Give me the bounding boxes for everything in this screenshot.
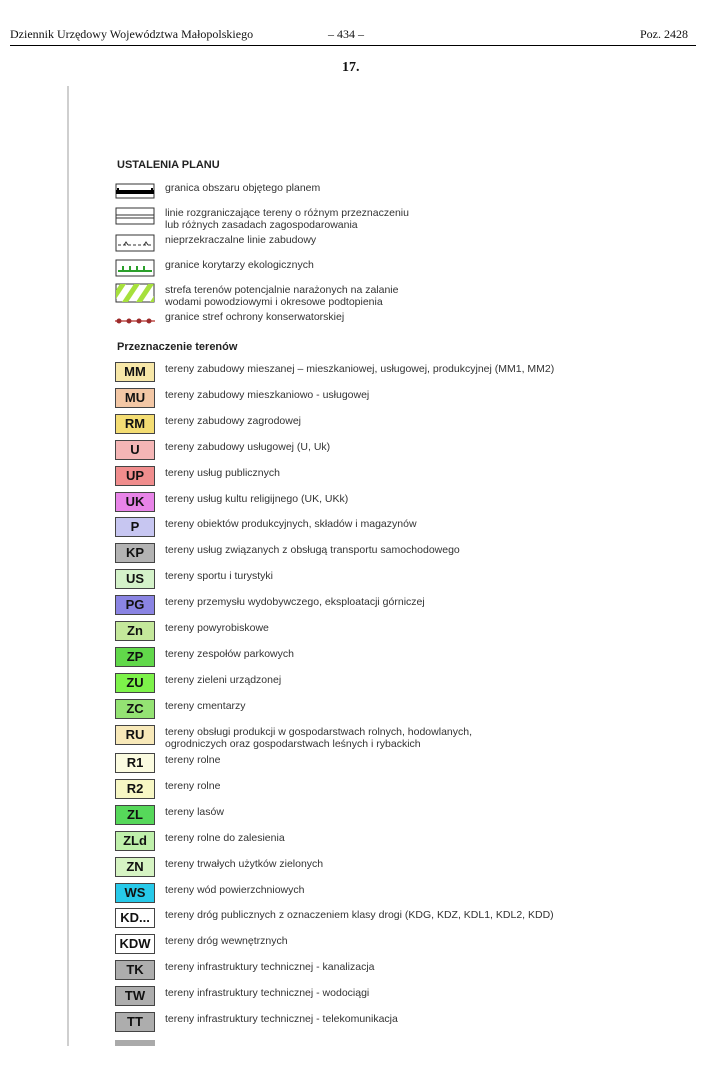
legend-text: tereny zabudowy mieszanej – mieszkaniowej, usługowej, produkcyjnej (MM1, MM2) — [165, 363, 555, 375]
building-line-icon — [115, 233, 155, 253]
code-box: ZLd — [115, 831, 155, 851]
legend-row-ru — [115, 725, 675, 750]
legend-row-conservation-zone — [115, 310, 675, 332]
legend-row-pg — [115, 595, 675, 617]
code-box: RU — [115, 725, 155, 745]
journal-page-number: – 434 – — [328, 27, 364, 41]
legend-row-tt — [115, 1012, 675, 1034]
legend-text: tereny zespołów parkowych — [165, 648, 294, 660]
code-box: UK — [115, 492, 155, 512]
plan-boundary-line-icon — [115, 181, 155, 201]
legend-text: tereny usług publicznych — [165, 467, 280, 479]
journal-title: Dziennik Urzędowy Województwa Małopolskiego — [10, 27, 254, 41]
legend-text: tereny infrastruktury technicznej - wodociągi — [165, 987, 370, 999]
legend-row-zld — [115, 831, 675, 853]
code-box: UP — [115, 466, 155, 486]
legend-text: tereny infrastruktury technicznej - kanalizacja — [165, 961, 375, 973]
legend-text: tereny obsługi produkcji w gospodarstwach rolnych, hodowlanych, ogrodniczych oraz gospodarstwach leśnych i rybackich — [165, 726, 473, 750]
code-box: Zn — [115, 621, 155, 641]
legend-text: tereny usług kultu religijnego (UK, UKk) — [165, 493, 349, 505]
cut-off-code-box — [115, 1040, 155, 1046]
code-box: PG — [115, 595, 155, 615]
legend-row-uk — [115, 492, 675, 514]
legend-text: tereny zabudowy usługowej (U, Uk) — [165, 441, 331, 453]
legend-text: strefa terenów potencjalnie narażonych na zalanie wodami powodziowymi i okresowe podtopienia — [165, 284, 399, 308]
code-box: R2 — [115, 779, 155, 799]
legend-row-zp — [115, 647, 675, 669]
legend-row-kdw — [115, 934, 675, 956]
legend-text: nieprzekraczalne linie zabudowy — [165, 234, 317, 246]
flood-zone-hatch-icon — [115, 283, 155, 303]
legend-text: tereny usług związanych z obsługą transportu samochodowego — [165, 544, 460, 556]
ecological-corridor-line-icon — [115, 258, 155, 278]
legend-text: tereny trwałych użytków zielonych — [165, 858, 324, 870]
division-lines-icon — [115, 206, 155, 226]
legend-row-ws — [115, 883, 675, 905]
legend-text: tereny rolne — [165, 754, 221, 766]
legend-row-flood-zone — [115, 283, 675, 308]
legend-text: tereny sportu i turystyki — [165, 570, 273, 582]
code-box: R1 — [115, 753, 155, 773]
code-box: ZP — [115, 647, 155, 667]
legend-row-r2 — [115, 779, 675, 801]
legend-text: tereny rolne — [165, 780, 221, 792]
code-box: KP — [115, 543, 155, 563]
legend-row-us — [115, 569, 675, 591]
code-box: MM — [115, 362, 155, 382]
legend-text: tereny przemysłu wydobywczego, eksploatacji górniczej — [165, 596, 425, 608]
legend-text: tereny infrastruktury technicznej - telekomunikacja — [165, 1013, 398, 1025]
code-box: KDW — [115, 934, 155, 954]
legend-row-u — [115, 440, 675, 462]
attachment-page-number: 17. — [342, 60, 360, 75]
section-title-land-use: Przeznaczenie terenów — [117, 341, 238, 353]
code-box: RM — [115, 414, 155, 434]
legend-row-tw — [115, 986, 675, 1008]
legend-text: granica obszaru objętego planem — [165, 182, 321, 194]
code-box: WS — [115, 883, 155, 903]
code-box: TK — [115, 960, 155, 980]
legend-row-division-lines — [115, 206, 675, 231]
legend-row-zu — [115, 673, 675, 695]
legend-row-p — [115, 517, 675, 539]
legend-row-building-line — [115, 233, 675, 255]
code-box: TW — [115, 986, 155, 1006]
legend-text: tereny cmentarzy — [165, 700, 246, 712]
legend-text: linie rozgraniczające tereny o różnym przeznaczeniu lub różnych zasadach zagospodarowania — [165, 207, 409, 231]
legend-text: tereny zabudowy zagrodowej — [165, 415, 301, 427]
legend-row-kd — [115, 908, 675, 930]
legend-text: tereny dróg wewnętrznych — [165, 935, 288, 947]
legend-text: tereny lasów — [165, 806, 224, 818]
legend-text: granice korytarzy ekologicznych — [165, 259, 314, 271]
code-box: ZL — [115, 805, 155, 825]
legend-row-mm — [115, 362, 675, 384]
code-box: P — [115, 517, 155, 537]
legend-text: tereny zabudowy mieszkaniowo - usługowej — [165, 389, 370, 401]
legend-text: tereny zieleni urządzonej — [165, 674, 282, 686]
code-box: KD... — [115, 908, 155, 928]
position-number: Poz. 2428 — [640, 27, 688, 41]
code-box: ZC — [115, 699, 155, 719]
code-box: MU — [115, 388, 155, 408]
code-box: ZN — [115, 857, 155, 877]
legend-row-zn-post-mining — [115, 621, 675, 643]
legend-row-ecological-corridor — [115, 258, 675, 280]
conservation-zone-line-icon — [115, 310, 155, 330]
legend-text: tereny wód powierzchniowych — [165, 884, 305, 896]
legend-text: tereny obiektów produkcyjnych, składów i magazynów — [165, 518, 417, 530]
legend-row-zc — [115, 699, 675, 721]
code-box: US — [115, 569, 155, 589]
legend-row-r1 — [115, 753, 675, 775]
section-title-plan-settings: USTALENIA PLANU — [117, 159, 220, 171]
legend-text: granice stref ochrony konserwatorskiej — [165, 311, 345, 323]
legend-row-plan-boundary — [115, 181, 675, 203]
legend-row-zn-grassland — [115, 857, 675, 879]
legend-row-up — [115, 466, 675, 488]
legend-row-tk — [115, 960, 675, 982]
legend-row-kp — [115, 543, 675, 565]
code-box: U — [115, 440, 155, 460]
legend-text: tereny powyrobiskowe — [165, 622, 269, 634]
code-box: TT — [115, 1012, 155, 1032]
legend-row-mu — [115, 388, 675, 410]
code-box: ZU — [115, 673, 155, 693]
legend-text: tereny rolne do zalesienia — [165, 832, 285, 844]
legend-row-rm — [115, 414, 675, 436]
legend-text: tereny dróg publicznych z oznaczeniem klasy drogi (KDG, KDZ, KDL1, KDL2, KDD) — [165, 909, 554, 921]
legend-row-zl — [115, 805, 675, 827]
